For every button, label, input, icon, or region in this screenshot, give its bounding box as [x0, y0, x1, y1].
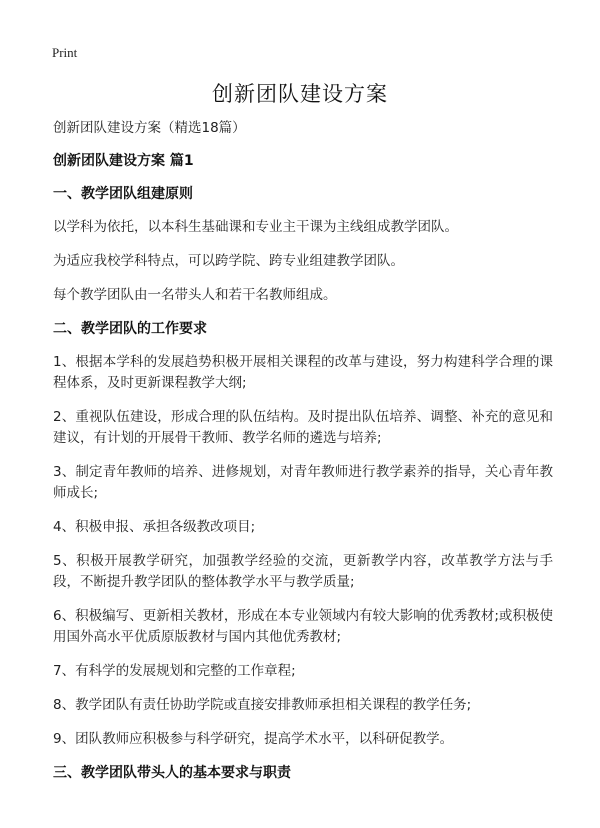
list-item: 5、积极开展教学研究，加强教学经验的交流，更新教学内容，改革教学方法与手段，不断提升教学团队的整体教学水平与教学质量; [53, 553, 553, 590]
paragraph: 每个教学团队由一名带头人和若干名教师组成。 [53, 287, 337, 303]
list-item: 1、根据本学科的发展趋势积极开展相关课程的改革与建设，努力构建科学合理的课程体系，及时更新课程教学大纲; [53, 354, 553, 391]
list-item: 4、积极申报、承担各级教改项目; [53, 519, 256, 535]
section-heading-1: 一、教学团队组建原则 [53, 186, 193, 202]
paragraph: 以学科为依托，以本科生基础课和专业主干课为主线组成教学团队。 [53, 219, 458, 235]
section-heading-2: 二、教学团队的工作要求 [53, 321, 207, 337]
list-item: 7、有科学的发展规划和完整的工作章程; [53, 663, 296, 679]
page-title: 创新团队建设方案 [212, 82, 388, 106]
document-subtitle: 创新团队建设方案（精选18篇） [53, 120, 246, 136]
section-heading-3: 三、教学团队带头人的基本要求与职责 [53, 765, 291, 781]
list-item: 8、教学团队有责任协助学院或直接安排教师承担相关课程的教学任务; [53, 697, 472, 713]
list-item: 2、重视队伍建设，形成合理的队伍结构。及时提出队伍培养、调整、补充的意见和建议，有计划的开展骨干教师、教学名师的遴选与培养; [53, 409, 553, 446]
list-item: 3、制定青年教师的培养、进修规划，对青年教师进行教学素养的指导，关心青年教师成长; [53, 464, 553, 501]
list-item: 6、积极编写、更新相关教材，形成在本专业领域内有较大影响的优秀教材;或积极使用国外高水平优质原版教材与国内其他优秀教材; [53, 608, 553, 645]
document-body [53, 118, 553, 796]
paragraph: 为适应我校学科特点，可以跨学院、跨专业组建教学团队。 [53, 253, 404, 269]
list-item: 9、团队教师应积极参与科学研究，提高学术水平，以科研促教学。 [53, 731, 454, 747]
article-heading: 创新团队建设方案 篇1 [53, 153, 194, 169]
print-label[interactable]: Print [52, 45, 78, 60]
